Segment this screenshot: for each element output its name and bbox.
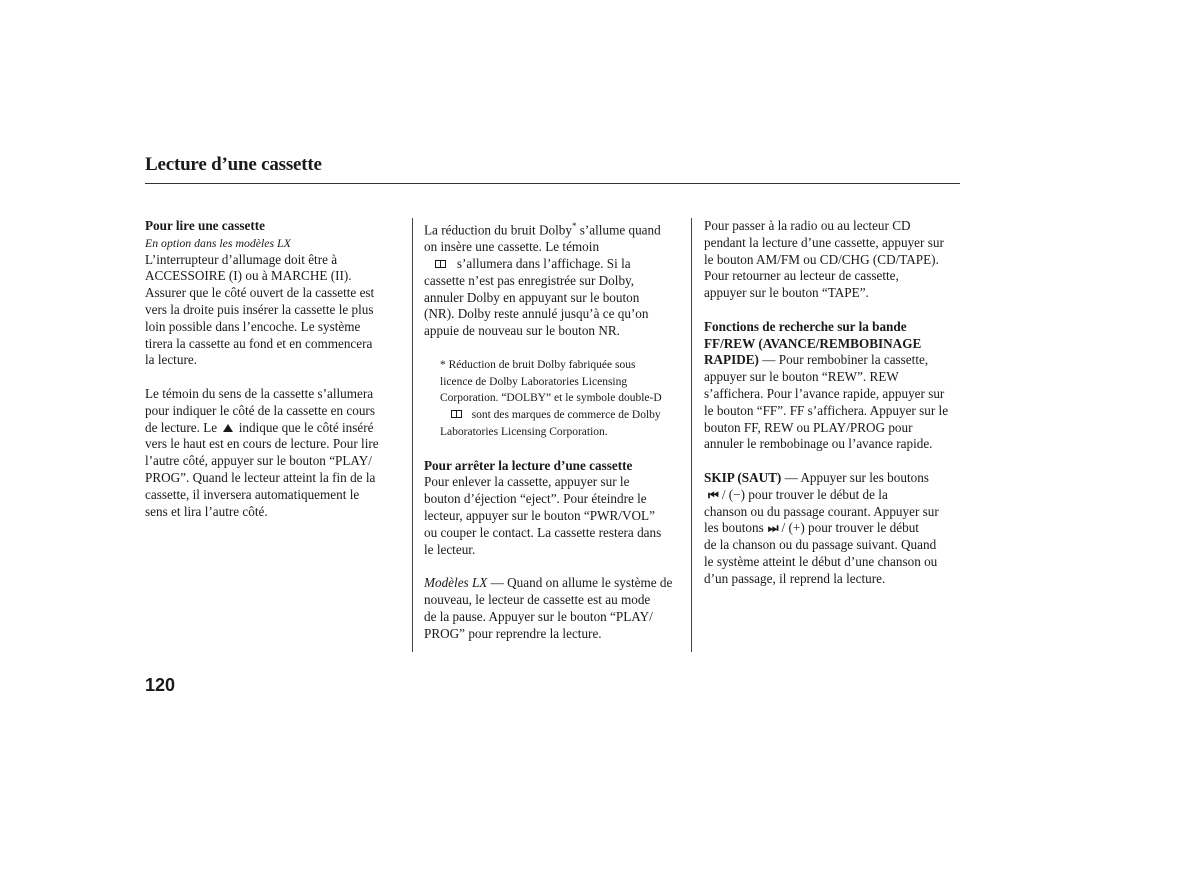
skip-previous-icon: ⏮: [708, 487, 718, 502]
text-line: La réduction du bruit Dolby* s’allume quand: [424, 221, 661, 238]
text-line: vers la droite puis insérer la cassette le plus: [145, 301, 374, 317]
text-line: lecteur, appuyer sur le bouton “PWR/VOL”: [424, 507, 655, 523]
text-line: bouton FF, REW ou PLAY/PROG pour: [704, 419, 913, 435]
text-line: s’affichera. Pour l’avance rapide, appuyer sur: [704, 385, 945, 401]
text-line: RAPIDE) — Pour rembobiner la cassette,: [704, 352, 929, 368]
paragraph-direction: [145, 386, 403, 520]
paragraph-skip: [704, 470, 962, 588]
section-heading-stop: Pour arrêter la lecture d’une cassette: [424, 457, 633, 473]
text-line: de lecture. Le indique que le côté inséré: [145, 419, 374, 435]
column-1: [145, 218, 403, 520]
text-line: licence de Dolby Laboratories Licensing: [440, 375, 628, 388]
text-line: Corporation. “DOLBY” et le symbole double-D: [440, 392, 662, 405]
text-line: appuyer sur le bouton “TAPE”.: [704, 285, 869, 301]
column-2: [424, 218, 682, 642]
text-line: appuie de nouveau sur le bouton NR.: [424, 323, 620, 339]
section-heading-ff-rew: Fonctions de recherche sur la bande: [704, 318, 907, 334]
text-line: cassette, il inversera automatiquement le: [145, 486, 360, 502]
text-line: * Réduction de bruit Dolby fabriquée sous: [440, 358, 636, 371]
footnote-dolby: [424, 357, 682, 441]
text-line: s’allumera dans l’affichage. Si la: [424, 256, 682, 273]
text-line: (NR). Dolby reste annulé jusqu’à ce qu’on: [424, 306, 649, 322]
text-line: tirera la cassette au fond et en commencera: [145, 335, 373, 351]
text-line: Pour enlever la cassette, appuyer sur le: [424, 474, 630, 490]
text-line: sont des marques de commerce de Dolby: [440, 407, 682, 424]
text-line: appuyer sur le bouton “REW”. REW: [704, 369, 899, 385]
text-line: annuler le rembobinage ou l’avance rapide.: [704, 436, 933, 452]
text-line: cassette n’est pas enregistrée sur Dolby,: [424, 272, 635, 288]
text-line: ou couper le contact. La cassette restera dans: [424, 524, 662, 540]
text-line: ACCESSOIRE (I) ou à MARCHE (II).: [145, 268, 352, 284]
text-line: chanson ou du passage courant. Appuyer sur: [704, 503, 939, 519]
text-line: L’interrupteur d’allumage doit être à: [145, 251, 338, 267]
paragraph-stop: [424, 474, 682, 558]
text-line: bouton d’éjection “eject”. Pour éteindre le: [424, 491, 647, 507]
text-line: vers le haut est en cours de lecture. Pour lire: [145, 436, 379, 452]
text-line: nouveau, le lecteur de cassette est au mode: [424, 591, 651, 607]
text-line: l’autre côté, appuyer sur le bouton “PLAY/: [145, 453, 372, 469]
section-heading-ff-rew-2: FF/REW (AVANCE/REMBOBINAGE: [704, 335, 922, 351]
paragraph-lx: [424, 575, 682, 642]
text-line: le bouton “FF”. FF s’affichera. Appuyer sur le: [704, 402, 949, 418]
text-line: pour indiquer le côté de la cassette en cours: [145, 402, 375, 418]
paragraph-radio: [704, 218, 962, 302]
paragraph-dolby: [424, 218, 682, 340]
text-line: le lecteur.: [424, 541, 476, 557]
paragraph-insert: [145, 252, 403, 370]
text-line: d’un passage, il reprend la lecture.: [704, 570, 886, 586]
option-note: En option dans les modèles LX: [145, 235, 291, 250]
text-line: le bouton AM/FM ou CD/CHG (CD/TAPE).: [704, 251, 939, 267]
text-line: annuler Dolby en appuyant sur le bouton: [424, 289, 640, 305]
text-line: Pour passer à la radio ou au lecteur CD: [704, 218, 911, 233]
text-line: de la pause. Appuyer sur le bouton “PLAY/: [424, 608, 653, 624]
text-line: on insère une cassette. Le témoin: [424, 239, 600, 255]
text-line: PROG”. Quand le lecteur atteint la fin de la: [145, 469, 376, 485]
page-number: 120: [145, 675, 176, 695]
text-line: Modèles LX — Quand on allume le système de: [424, 575, 673, 591]
paragraph-ff-rew: [704, 319, 962, 453]
dolby-double-d-icon: [451, 410, 462, 418]
text-line: pendant la lecture d’une cassette, appuyer sur: [704, 234, 944, 250]
page-title: Lecture d’une cassette: [145, 154, 322, 175]
text-line: ⏮ / (−) pour trouver le début de la: [708, 486, 888, 502]
text-line: sens et lira l’autre côté.: [145, 503, 268, 519]
text-line: PROG” pour reprendre la lecture.: [424, 625, 602, 641]
skip-next-icon: ⏭: [767, 521, 778, 536]
text-line: Assurer que le côté ouvert de la cassette est: [145, 285, 375, 301]
column-3: [704, 218, 962, 588]
column-divider-1: [412, 218, 413, 652]
text-line: Le témoin du sens de la cassette s’allumera: [145, 385, 374, 401]
text-line: Pour retourner au lecteur de cassette,: [704, 268, 899, 284]
dolby-double-d-icon: [435, 260, 446, 268]
text-line: de la chanson ou du passage suivant. Quand: [704, 537, 937, 553]
title-rule: [145, 183, 960, 184]
text-line: la lecture.: [145, 352, 197, 368]
section-heading-play: Pour lire une cassette: [145, 218, 266, 233]
triangle-up-icon: [223, 424, 233, 432]
text-line: le système atteint le début d’une chanson ou: [704, 553, 938, 569]
text-line: SKIP (SAUT) — Appuyer sur les boutons: [704, 469, 929, 485]
text-line: Laboratories Licensing Corporation.: [440, 425, 608, 438]
text-line: les boutons ⏭ / (+) pour trouver le début: [704, 520, 919, 536]
column-divider-2: [691, 218, 692, 652]
text-line: loin possible dans l’encoche. Le système: [145, 318, 361, 334]
